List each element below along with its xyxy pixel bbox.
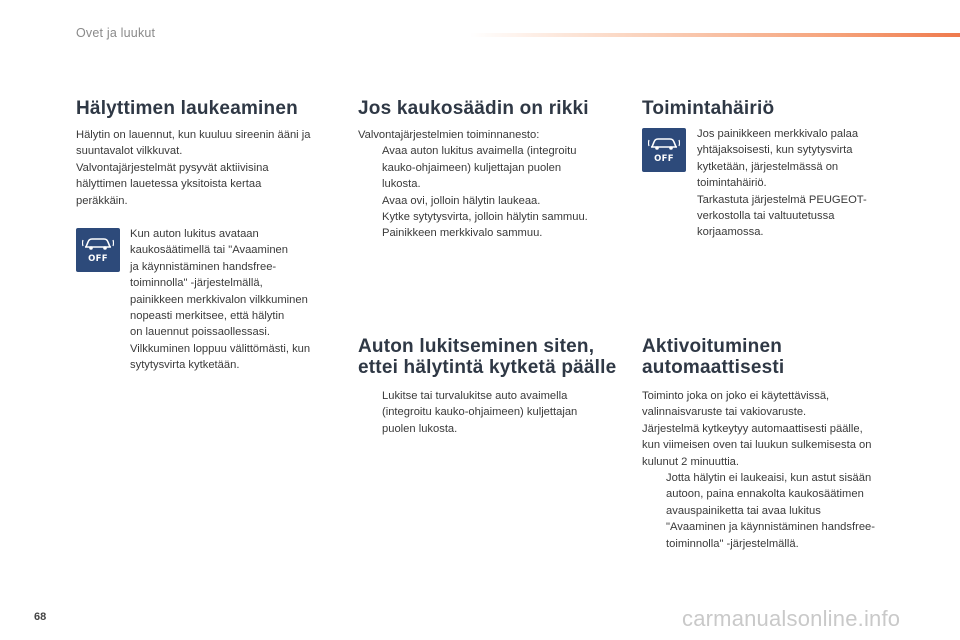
text-line: peräkkäin. [76, 194, 128, 207]
list-item [358, 143, 628, 192]
badge-label: OFF [88, 254, 108, 264]
lock-without-alarm-steps [358, 388, 638, 437]
heading-auto-activation [642, 336, 912, 378]
heading-alarm-triggered: Hälyttimen laukeaminen [76, 98, 298, 119]
heading-line: ettei hälytintä kytketä päälle [358, 357, 617, 378]
header-accent-bar [470, 33, 960, 37]
heading-line: automaattisesti [642, 357, 785, 378]
malfunction-note [697, 126, 917, 241]
text-line: Hälytin on lauennut, kun kuuluu sireenin ääni ja [76, 129, 311, 141]
column-remote-broken [358, 98, 628, 242]
text-line: "Avaaminen ja käynnistäminen handsfree- [666, 521, 875, 534]
intro-text: Valvontajärjestelmien toiminnanesto: [358, 129, 540, 141]
remote-broken-steps [358, 143, 628, 241]
text-line: Kytke sytytysvirta, jolloin hälytin sammuu. [382, 211, 588, 224]
text-line: Painikkeen merkkivalo sammuu. [382, 227, 543, 240]
text-line: ja käynnistäminen handsfree- [130, 260, 277, 273]
heading-lock-without-alarm [358, 336, 638, 378]
text-line: Avaa ovi, jolloin hälytin laukeaa. [382, 194, 541, 207]
text-line: toiminnolla" -järjestelmällä, [130, 277, 263, 290]
text-line: toimintahäiriö. [697, 177, 767, 190]
car-alarm-off-icon [648, 134, 680, 152]
column-alarm-triggered [76, 98, 346, 209]
text-line: Järjestelmä kytkeytyy automaattisesti päälle, [642, 422, 863, 435]
alarm-triggered-text [76, 127, 346, 209]
text-line: toiminnolla" -järjestelmällä. [666, 537, 799, 550]
text-line: Toiminto joka on joko ei käytettävissä, [642, 390, 830, 402]
section-title: Ovet ja luukut [76, 26, 156, 40]
auto-activation-steps [642, 470, 912, 552]
badge-label: OFF [654, 154, 674, 164]
column-malfunction [642, 98, 912, 119]
alarm-off-badge [76, 228, 120, 272]
text-line: valinnaisvaruste tai vakiovaruste. [642, 406, 807, 419]
heading-line: Aktivoituminen [642, 336, 783, 357]
text-line: kauko-ohjaimeen) kuljettajan puolen [382, 161, 562, 174]
text-line: avauspainiketta tai avaa lukitus [666, 504, 821, 517]
text-line: Kun auton lukitus avataan [130, 228, 259, 240]
text-line: kaukosäätimellä tai "Avaaminen [130, 244, 288, 257]
alarm-triggered-note [130, 226, 350, 374]
text-line: suuntavalot vilkkuvat. [76, 145, 183, 158]
car-alarm-off-icon [82, 234, 114, 252]
page-number: 68 [34, 611, 47, 623]
text-line: kytketään, järjestelmässä on [697, 160, 839, 173]
heading-line: Auton lukitseminen siten, [358, 336, 595, 357]
column-auto-activation [642, 336, 912, 552]
heading-remote-broken: Jos kaukosäädin on rikki [358, 98, 589, 119]
text-line: Avaa auton lukitus avaimella (integroitu [382, 145, 577, 158]
text-line: Tarkastuta järjestelmä PEUGEOT- [697, 193, 867, 206]
text-line: lukosta. [382, 178, 421, 191]
text-line: painikkeen merkkivalon vilkkuminen [130, 293, 308, 306]
watermark: carmanualsonline.info [682, 606, 901, 631]
text-line: sytytysvirta kytketään. [130, 359, 240, 372]
malfunction-off-badge [642, 128, 686, 172]
text-line: Jotta hälytin ei laukeaisi, kun astut sisään [666, 472, 872, 485]
text-line: autoon, paina ennakolta kaukosäätimen [666, 488, 864, 501]
text-line: kulunut 2 minuuttia. [642, 455, 740, 468]
text-line: verkostolla tai valtuutetussa [697, 210, 835, 223]
text-line: yhtäjaksoisesti, kun sytytysvirta [697, 144, 853, 157]
text-line: on lauennut poissaollessasi. [130, 326, 270, 339]
text-line: Lukitse tai turvalukitse auto avaimella [382, 390, 568, 402]
text-line: Valvontajärjestelmät pysyvät aktiivisina [76, 161, 269, 174]
text-line: kun viimeisen oven tai luukun sulkemisesta on [642, 439, 872, 452]
list-item [642, 470, 912, 552]
text-line: nopeasti merkitsee, että hälytin [130, 310, 285, 323]
text-line: Jos painikkeen merkkivalo palaa [697, 128, 859, 140]
list-item [358, 388, 638, 437]
text-line: korjaamossa. [697, 226, 764, 239]
list-item [358, 209, 628, 242]
text-line: puolen lukosta. [382, 422, 458, 435]
heading-malfunction: Toimintahäiriö [642, 98, 775, 119]
text-line: hälyttimen lauetessa yksitoista kertaa [76, 178, 262, 191]
auto-activation-text [642, 388, 912, 470]
text-line: Vilkkuminen loppuu välittömästi, kun [130, 342, 311, 355]
list-item [358, 193, 628, 209]
text-line: (integroitu kauko-ohjaimeen) kuljettajan [382, 406, 578, 419]
column-lock-without-alarm [358, 336, 638, 437]
